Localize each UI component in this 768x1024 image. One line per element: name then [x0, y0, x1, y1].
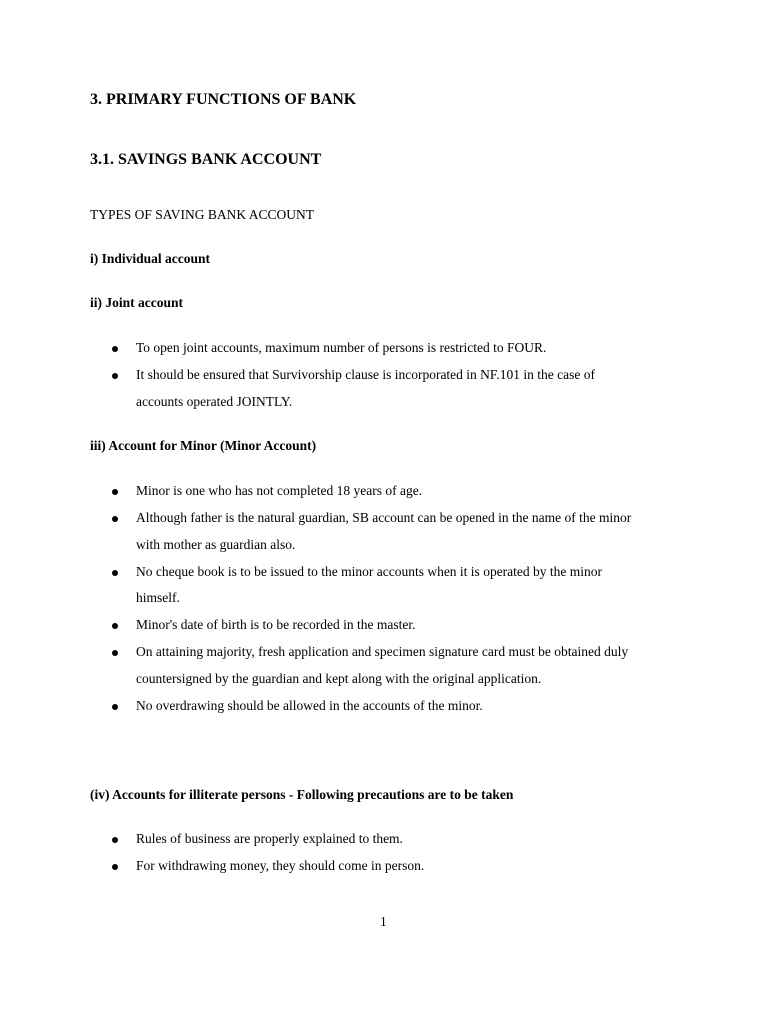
minor-account-list: [90, 478, 710, 720]
list-item: It should be ensured that Survivorship clause is incorporated in NF.101 in the case of accounts operated JOINTLY.: [90, 362, 710, 415]
bullet-icon: [112, 346, 118, 352]
main-heading: 3. PRIMARY FUNCTIONS OF BANK: [90, 91, 357, 108]
list-item: Minor's date of birth is to be recorded in the master.: [90, 612, 710, 639]
section-heading: 3.1. SAVINGS BANK ACCOUNT: [90, 151, 322, 168]
illiterate-account-title: (iv) Accounts for illiterate persons - Following precautions are to be taken: [90, 787, 514, 802]
bullet-icon: [112, 837, 118, 843]
bullet-icon: [112, 623, 118, 629]
page-number: 1: [380, 914, 387, 929]
list-item: To open joint accounts, maximum number of persons is restricted to FOUR.: [90, 335, 710, 362]
list-item: Rules of business are properly explained to them.: [90, 826, 710, 853]
list-item: For withdrawing money, they should come in person.: [90, 853, 710, 880]
bullet-icon: [112, 489, 118, 495]
list-item: Although father is the natural guardian, SB account can be opened in the name of the minor with mother as guardian also.: [90, 505, 710, 558]
bullet-icon: [112, 516, 118, 522]
minor-account-title: iii) Account for Minor (Minor Account): [90, 438, 317, 453]
types-heading: TYPES OF SAVING BANK ACCOUNT: [90, 207, 315, 222]
joint-account-list: [90, 335, 710, 416]
bullet-icon: [112, 704, 118, 710]
bullet-icon: [112, 373, 118, 379]
list-item: Minor is one who has not completed 18 years of age.: [90, 478, 710, 505]
list-item: On attaining majority, fresh application and specimen signature card must be obtained duly countersigned by the guardian and kept along with the original application.: [90, 639, 710, 692]
bullet-icon: [112, 650, 118, 656]
bullet-icon: [112, 864, 118, 870]
individual-account-title: i) Individual account: [90, 251, 211, 266]
list-item: No cheque book is to be issued to the minor accounts when it is operated by the minor himself.: [90, 559, 710, 612]
list-item: No overdrawing should be allowed in the accounts of the minor.: [90, 693, 710, 720]
joint-account-title: ii) Joint account: [90, 295, 183, 310]
bullet-icon: [112, 570, 118, 576]
illiterate-account-list: [90, 826, 710, 880]
